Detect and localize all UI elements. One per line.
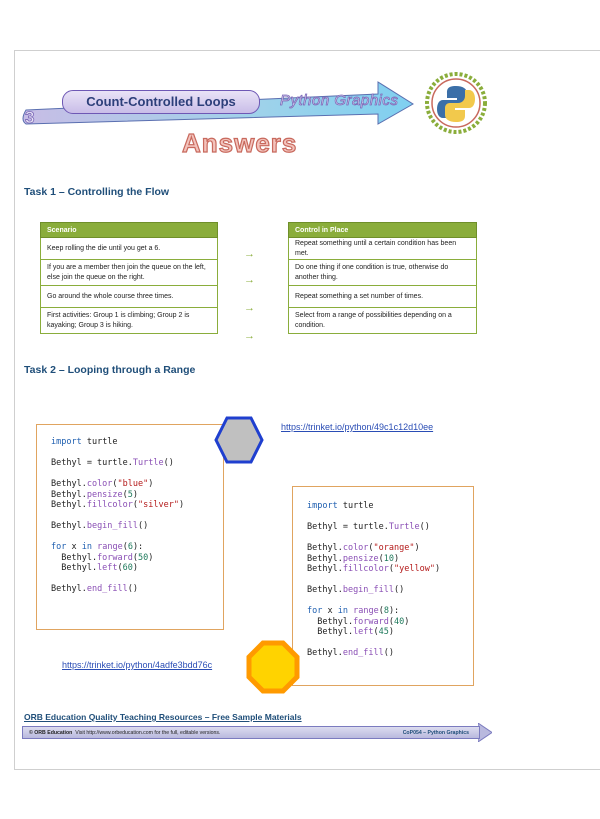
task1-heading: Task 1 – Controlling the Flow xyxy=(24,186,170,198)
scenario-cell: Go around the whole course three times. xyxy=(41,286,218,308)
trinket-link-octagon[interactable]: https://trinket.io/python/4adfe3bdd76c xyxy=(62,660,213,670)
arrow-icon: → xyxy=(244,302,255,314)
control-table xyxy=(288,222,477,334)
scenario-cell: If you are a member then join the queue on the left, else join the queue on the right. xyxy=(41,260,218,286)
arrow-icon: → xyxy=(244,274,255,286)
footer-copyright: © ORB Education xyxy=(29,730,73,736)
control-cell: Select from a range of possibilities depending on a condition. xyxy=(289,308,477,334)
control-cell: Repeat something until a certain condition has been met. xyxy=(289,238,477,260)
footer-course-code: CoP054 – Python Graphics xyxy=(402,730,469,736)
footer-bar xyxy=(22,726,480,739)
scenario-table xyxy=(40,222,218,334)
footer-title: ORB Education Quality Teaching Resources – Free Sample Materials xyxy=(24,712,302,722)
hexagon-output-shape xyxy=(214,416,264,466)
answers-heading: Answers xyxy=(182,128,298,158)
scenario-header: Scenario xyxy=(41,223,218,238)
arrow-icon: → xyxy=(244,248,255,260)
page-title: Count-Controlled Loops xyxy=(62,90,260,114)
scenario-cell: First activities: Group 1 is climbing; Group 2 is kayaking; Group 3 is hiking. xyxy=(41,308,218,334)
control-cell: Repeat something a set number of times. xyxy=(289,286,477,308)
code-block-octagon: import turtle Bethyl = turtle.Turtle() Bethyl.color("orange") Bethyl.pensize(10) Bethyl.fillcolor("yellow") Bethyl.begin_fill() for x in range(8): Bethyl.forward(40) Bethyl.left(45) Bethyl.end_fill() xyxy=(292,486,474,686)
unit-number: 3 xyxy=(25,108,35,127)
trinket-link-hexagon[interactable]: https://trinket.io/python/49c1c12d10ee xyxy=(281,422,434,432)
control-cell: Do one thing if one condition is true, otherwise do another thing. xyxy=(289,260,477,286)
python-logo-icon xyxy=(425,72,487,134)
task2-heading: Task 2 – Looping through a Range xyxy=(24,364,196,376)
scenario-cell: Keep rolling the die until you get a 6. xyxy=(41,238,218,260)
control-header: Control in Place xyxy=(289,223,477,238)
code-block-hexagon: import turtle Bethyl = turtle.Turtle() Bethyl.color("blue") Bethyl.pensize(5) Bethyl.fillcolor("silver") Bethyl.begin_fill() for x in range(6): Bethyl.forward(50) Bethyl.left(60) Bethyl.end_fill() xyxy=(36,424,224,630)
footer-arrow-icon xyxy=(478,723,492,742)
octagon-output-shape xyxy=(246,640,300,694)
subject-label: Python Graphics xyxy=(280,92,399,109)
arrow-icon: → xyxy=(244,330,255,342)
footer-visit-text: Visit http://www.orbeducation.com for the full, editable versions. xyxy=(75,730,221,736)
